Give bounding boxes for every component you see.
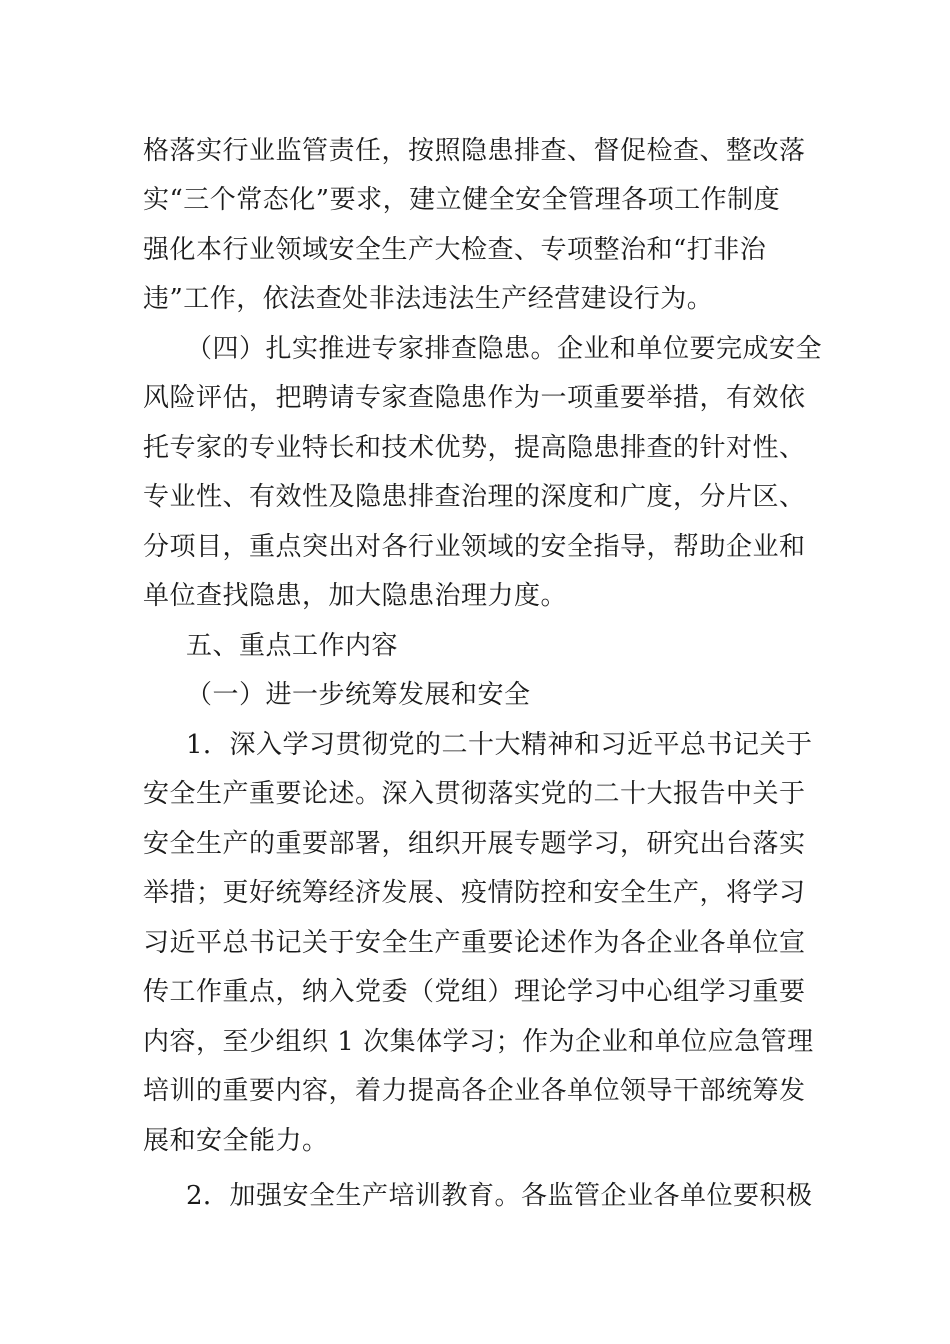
text-line: 违”工作，依法查处非法违法生产经营建设行为。 xyxy=(143,284,714,314)
text-line: 格落实行业监管责任，按照隐患排查、督促检查、整改落 xyxy=(143,136,806,166)
section-heading: （四）扎实推进专家排查隐患。企业和单位要完成安全 xyxy=(186,334,823,364)
text-line: 分项目，重点突出对各行业领域的安全指导，帮助企业和 xyxy=(143,532,806,562)
section-heading: （一）进一步统筹发展和安全 xyxy=(186,680,531,710)
chapter-heading: 五、重点工作内容 xyxy=(186,631,399,661)
text-line: 内容，至少组织 1 次集体学习；作为企业和单位应急管理 xyxy=(143,1027,814,1057)
text-line: 安全生产的重要部署，组织开展专题学习，研究出台落实 xyxy=(143,829,806,859)
text-line: 风险评估，把聘请专家查隐患作为一项重要举措，有效依 xyxy=(143,383,806,413)
text-line: 专业性、有效性及隐患排查治理的深度和广度，分片区、 xyxy=(143,482,806,512)
text-line: 托专家的专业特长和技术优势，提高隐患排查的针对性、 xyxy=(143,433,806,463)
text-line: 培训的重要内容，着力提高各企业各单位领导干部统筹发 xyxy=(143,1076,806,1106)
text-line: 实“三个常态化”要求，建立健全安全管理各项工作制度 xyxy=(143,185,781,215)
text-line: 单位查找隐患，加大隐患治理力度。 xyxy=(143,581,568,611)
text-line: 展和安全能力。 xyxy=(143,1126,329,1156)
text-line: 强化本行业领域安全生产大检查、专项整治和“打非治 xyxy=(143,235,767,265)
item-heading: 1．深入学习贯彻党的二十大精神和习近平总书记关于 xyxy=(186,730,813,760)
text-line: 安全生产重要论述。深入贯彻落实党的二十大报告中关于 xyxy=(143,779,806,809)
text-line: 传工作重点，纳入党委（党组）理论学习中心组学习重要 xyxy=(143,977,806,1007)
item-heading: 2．加强安全生产培训教育。各监管企业各单位要积极 xyxy=(186,1181,813,1211)
text-line: 习近平总书记关于安全生产重要论述作为各企业各单位宣 xyxy=(143,928,806,958)
text-line: 举措；更好统筹经济发展、疫情防控和安全生产，将学习 xyxy=(143,878,806,908)
